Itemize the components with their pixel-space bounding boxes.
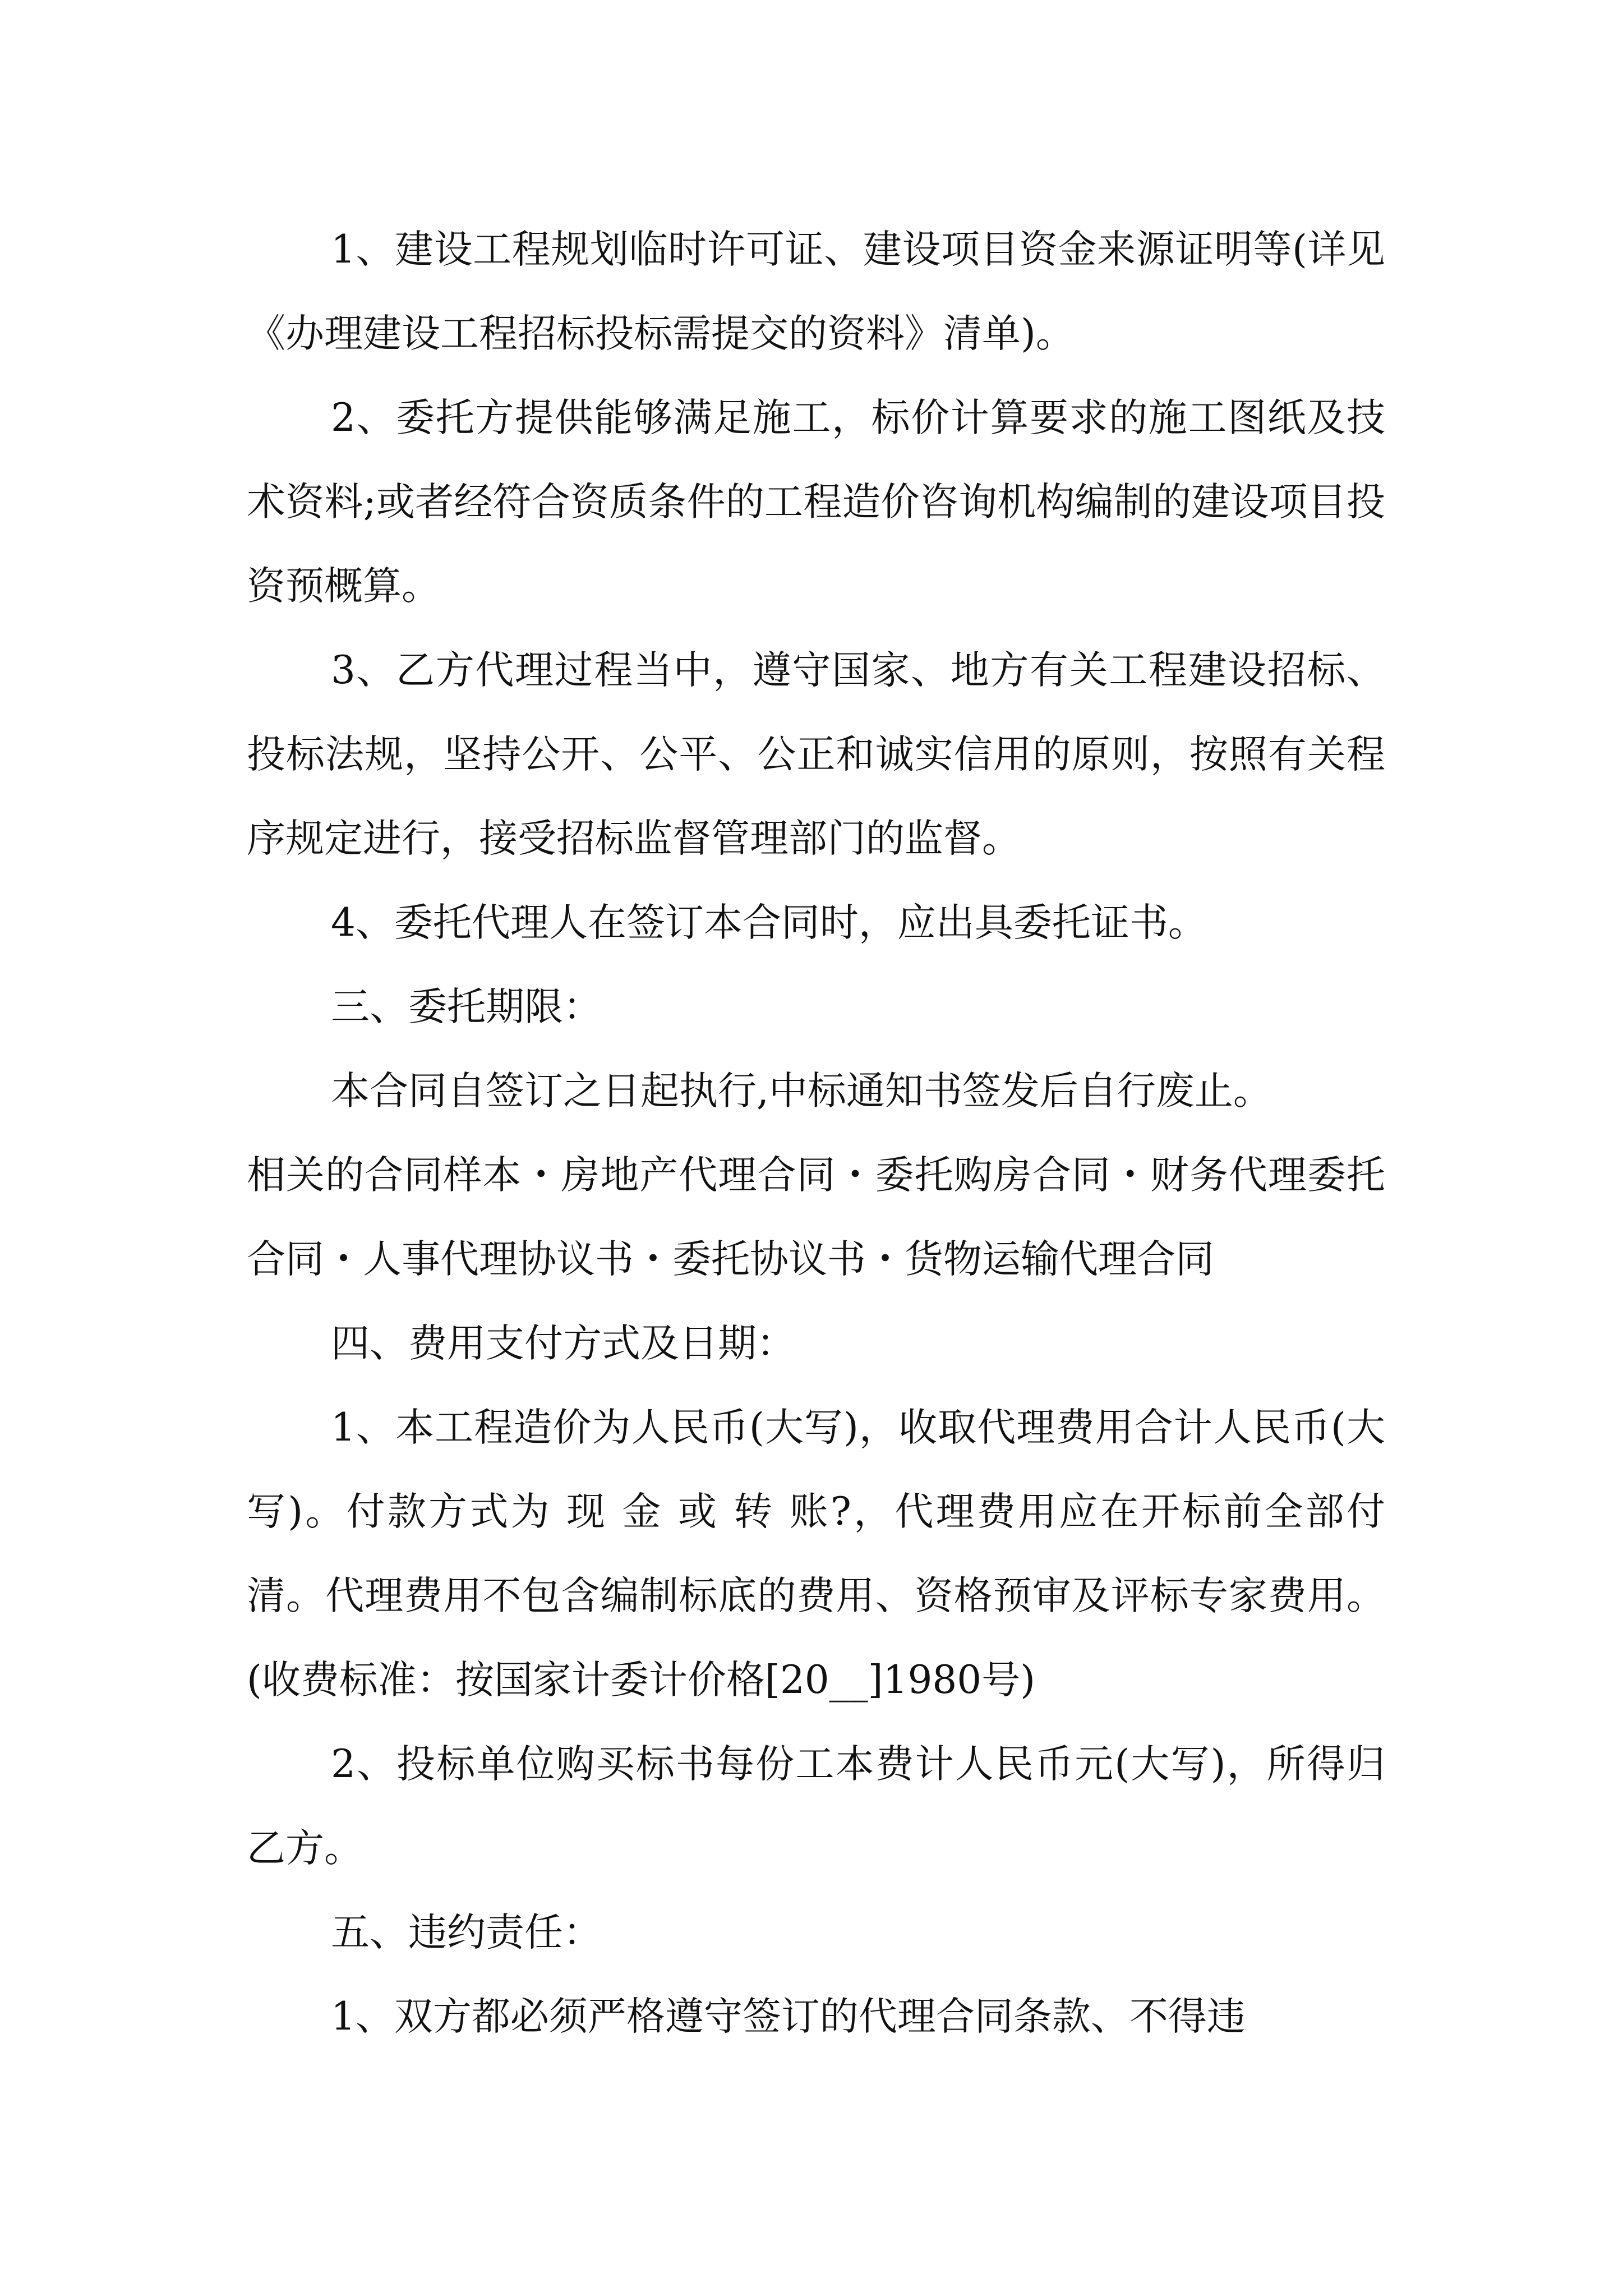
paragraph-clause-2: 2、委托方提供能够满足施工，标价计算要求的施工图纸及技术资料;或者经符合资质条件的工程造价咨询机构编制的建设项目投资预概算。 bbox=[247, 395, 1385, 609]
section-heading-payment: 四、费用支付方式及日期： bbox=[331, 1321, 795, 1366]
paragraph-clause-4: 4、委托代理人在签订本合同时，应出具委托证书。 bbox=[331, 900, 1207, 945]
paragraph-payment-1: 1、本工程造价为人民币(大写)，收取代理费用合计人民币(大写)。付款方式为 现 金 或 转 账?，代理费用应在开标前全部付清。代理费用不包含编制标底的费用、资格预审及评标专家费用。(收费标准：按国家计委计价格[20__]1980号) bbox=[247, 1405, 1385, 1703]
paragraph-clause-3: 3、乙方代理过程当中，遵守国家、地方有关工程建设招标、投标法规，坚持公开、公平、公正和诚实信用的原则，按照有关程序规定进行，接受招标监督管理部门的监督。 bbox=[247, 648, 1385, 861]
section-heading-term: 三、委托期限： bbox=[331, 984, 602, 1029]
paragraph-term: 本合同自签订之日起执行,中标通知书签发后自行废止。 bbox=[331, 1069, 1272, 1114]
related-contracts-line: 相关的合同样本・房地产代理合同・委托购房合同・财务代理委托合同・人事代理协议书・委托协议书・货物运输代理合同 bbox=[247, 1153, 1385, 1282]
section-heading-liability: 五、违约责任： bbox=[331, 1910, 602, 1955]
document-page bbox=[247, 208, 1385, 2059]
paragraph-liability-1: 1、双方都必须严格遵守签订的代理合同条款、不得违 bbox=[331, 1994, 1246, 2039]
paragraph-payment-2: 2、投标单位购买标书每份工本费计人民币元(大写)，所得归乙方。 bbox=[247, 1742, 1385, 1871]
paragraph-clause-1: 1、建设工程规划临时许可证、建设项目资金来源证明等(详见《办理建设工程招标投标需提交的资料》清单)。 bbox=[247, 227, 1385, 356]
